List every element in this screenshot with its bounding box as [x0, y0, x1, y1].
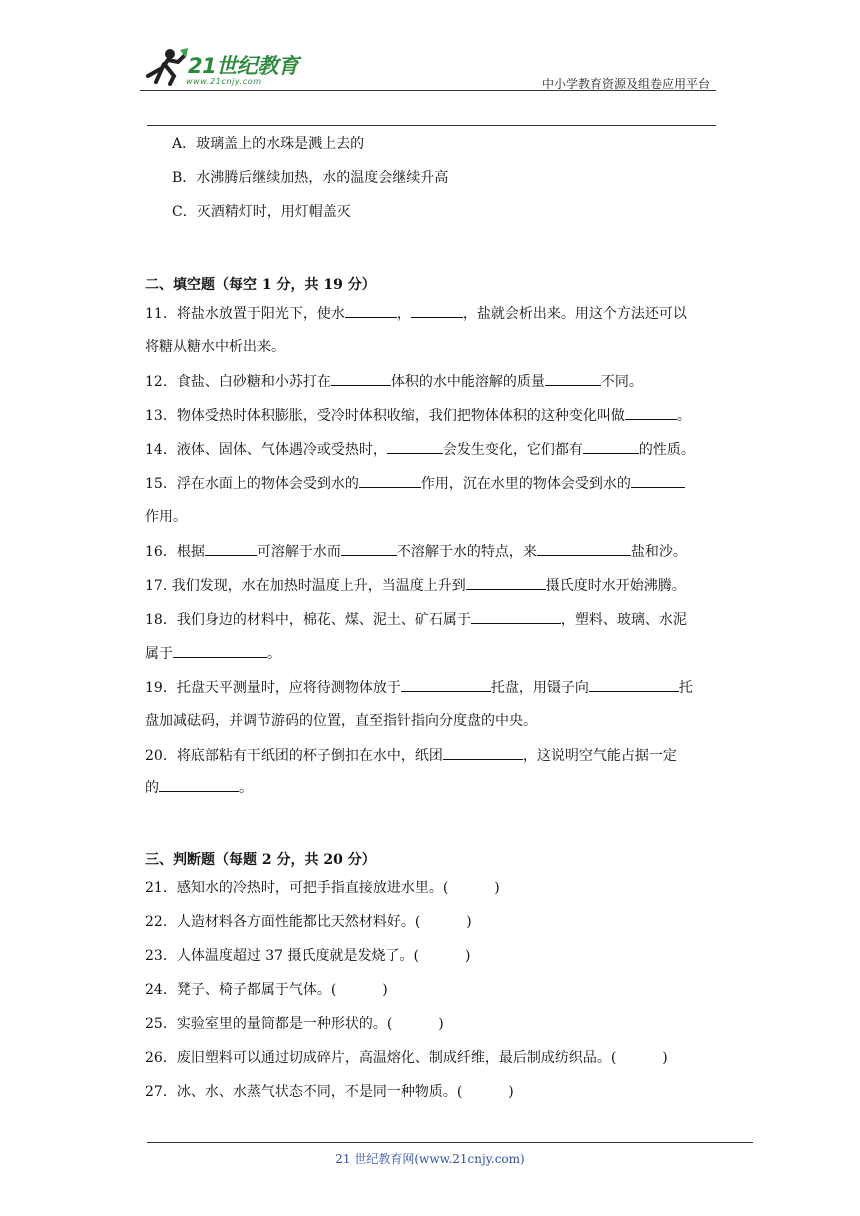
option-letter: A． — [172, 136, 197, 152]
answer-blank — [471, 610, 561, 624]
question-24: 24．凳子、椅子都属于气体。( ) — [145, 982, 388, 998]
page-header — [0, 0, 860, 100]
option-a — [172, 135, 364, 153]
header-tagline: 中小学教育资源及组卷应用平台 — [541, 77, 710, 91]
question-12: 12．食盐、白砂糖和小苏打在 体积的水中能溶解的质量 不同。 — [145, 374, 643, 390]
content-top-rule — [147, 125, 716, 126]
question-18: 18．我们身边的材料中，棉花、煤、泥土、矿石属于 ，塑料、玻璃、水泥 — [145, 612, 687, 628]
answer-blank — [631, 474, 685, 488]
answer-blank — [411, 304, 463, 318]
question-11-cont: 将糖从糖水中析出来。 — [145, 339, 285, 355]
footer-divider — [147, 1142, 753, 1143]
question-15: 15．浮在水面上的物体会受到水的 作用，沉在水里的物体会受到水的 — [145, 474, 685, 493]
question-19-cont: 盘加减砝码，并调节游码的位置，直至指针指向分度盘的中央。 — [145, 713, 537, 729]
answer-blank — [443, 746, 523, 760]
option-letter: C． — [172, 204, 197, 220]
answer-blank — [625, 406, 677, 420]
question-14: 14．液体、固体、气体遇冷或受热时， 会发生变化，它们都有 的性质。 — [145, 442, 695, 458]
question-11: 11．将盐水放置于阳光下，使水 ， ，盐就会析出来。用这个方法还可以 — [145, 306, 687, 322]
option-text: 水沸腾后继续加热，水的温度会继续升高 — [196, 170, 449, 186]
option-letter: B． — [172, 170, 197, 186]
answer-blank — [159, 778, 239, 792]
answer-blank — [583, 440, 639, 454]
logo-url: www.21cnjy.com — [186, 77, 262, 86]
answer-blank — [401, 678, 491, 692]
answer-blank — [173, 644, 267, 658]
header-divider — [140, 90, 716, 91]
question-21: 21．感知水的冷热时，可把手指直接放进水里。( ) — [145, 880, 500, 896]
runner-logo-icon — [140, 46, 190, 86]
question-18-cont: 属于 。 — [145, 646, 281, 662]
question-22: 22．人造材料各方面性能都比天然材料好。( ) — [145, 914, 472, 930]
option-b — [172, 169, 448, 187]
answer-blank — [345, 304, 397, 318]
answer-blank — [537, 542, 631, 556]
question-17: 17. 我们发现，水在加热时温度上升，当温度上升到 摄氏度时水开始沸腾。 — [145, 578, 686, 594]
logo-text: 21世纪教育 — [188, 54, 299, 78]
answer-blank — [331, 372, 391, 386]
question-23: 23．人体温度超过 37 摄氏度就是发烧了。( ) — [145, 948, 471, 964]
site-logo — [140, 46, 330, 92]
question-16: 16．根据 可溶解于水而 不溶解于水的特点，来 盐和沙。 — [145, 544, 687, 560]
question-15-cont: 作用。 — [145, 509, 187, 525]
question-27: 27．冰、水、水蒸气状态不同，不是同一种物质。( ) — [145, 1084, 514, 1100]
footer-link[interactable]: 21 世纪教育网(www.21cnjy.com) — [335, 1152, 525, 1166]
question-26: 26．废旧塑料可以通过切成碎片，高温熔化、制成纤维，最后制成纺织品。( ) — [145, 1050, 668, 1066]
option-c — [172, 203, 351, 221]
question-20-cont: 的 。 — [145, 780, 253, 796]
answer-blank — [341, 542, 397, 556]
question-20: 20．将底部粘有干纸团的杯子倒扣在水中，纸团 ，这说明空气能占据一定 — [145, 748, 677, 764]
option-text: 灭酒精灯时，用灯帽盖灭 — [196, 204, 351, 220]
answer-blank — [387, 440, 443, 454]
section-title-fill-blank: 二、填空题（每空 1 分，共 19 分） — [145, 277, 376, 293]
question-13: 13．物体受热时体积膨胀，受冷时体积收缩，我们把物体体积的这种变化叫做 。 — [145, 408, 691, 424]
question-25: 25．实验室里的量筒都是一种形状的。( ) — [145, 1016, 444, 1032]
answer-blank — [545, 372, 601, 386]
option-text: 玻璃盖上的水珠是溅上去的 — [196, 136, 365, 152]
answer-blank — [359, 474, 421, 488]
section-title-true-false: 三、判断题（每题 2 分，共 20 分） — [145, 852, 376, 868]
answer-blank — [589, 678, 679, 692]
answer-blank — [466, 576, 546, 590]
answer-blank — [205, 542, 257, 556]
question-19: 19．托盘天平测量时，应将待测物体放于 托盘，用镊子向 托 — [145, 680, 693, 696]
